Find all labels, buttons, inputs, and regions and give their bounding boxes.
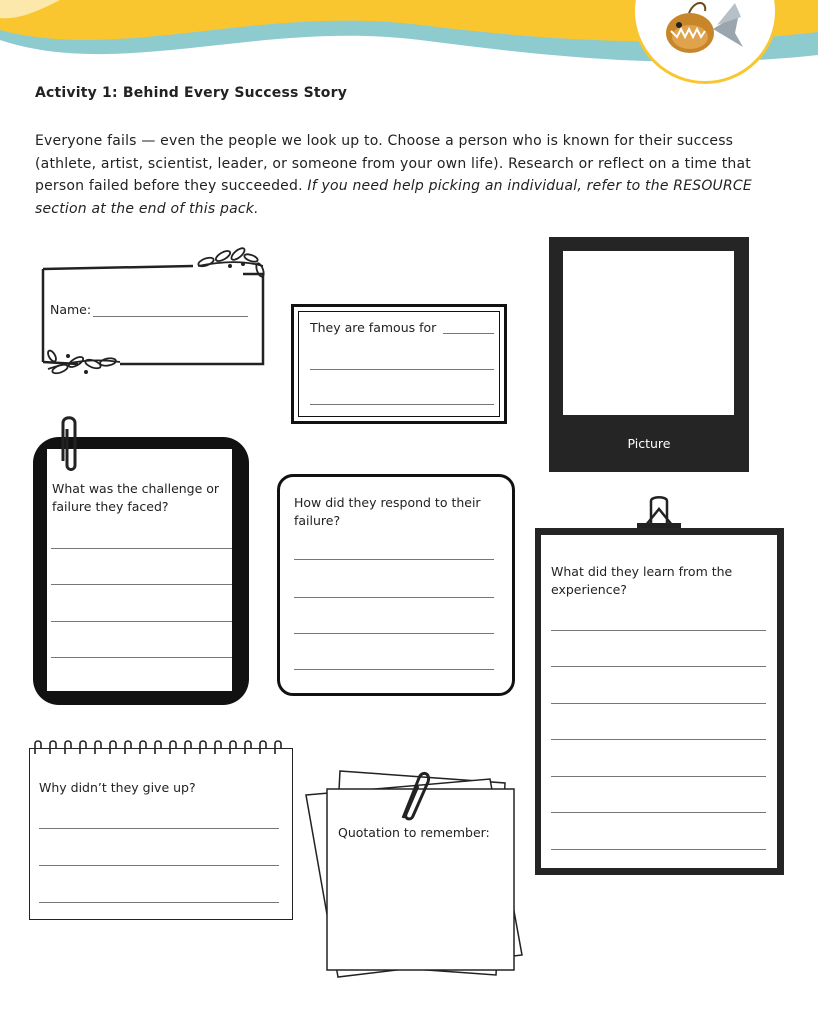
respond-line-4[interactable] — [294, 669, 494, 670]
learn-line-7[interactable] — [551, 849, 766, 850]
activity-intro — [35, 130, 780, 220]
challenge-label: What was the challenge or failure they faced? — [52, 481, 220, 514]
respond-line-1[interactable] — [294, 559, 494, 560]
challenge-line-2[interactable] — [51, 584, 232, 585]
learn-line-6[interactable] — [551, 812, 766, 813]
famous-for-line-2[interactable] — [310, 369, 494, 370]
picture-frame[interactable] — [549, 237, 749, 472]
learn-line-5[interactable] — [551, 776, 766, 777]
giveup-box — [29, 748, 293, 920]
learn-line-1[interactable] — [551, 630, 766, 631]
paperclip-icon — [55, 413, 83, 473]
learn-line-4[interactable] — [551, 739, 766, 740]
paperclip-icon — [393, 768, 433, 823]
giveup-line-1[interactable] — [39, 828, 279, 829]
famous-for-label: They are famous for — [310, 320, 437, 335]
quotation-label: Quotation to remember: — [338, 825, 490, 840]
respond-label: How did they respond to their failure? — [294, 495, 481, 528]
picture-label: Picture — [627, 436, 671, 451]
name-label: Name: — [50, 302, 92, 317]
intro-text: Everyone fails — even the people we look up to. Choose a person who is known for their success (athlete, artist, scientist, leader, or someone from your own life). Research or reflect on a time that person failed before they succeeded. — [35, 133, 751, 194]
challenge-line-1[interactable] — [51, 548, 232, 549]
giveup-label: Why didn’t they give up? — [39, 780, 196, 795]
famous-for-input-line[interactable] — [443, 333, 494, 334]
spiral-binding-icon — [31, 738, 293, 758]
giveup-line-3[interactable] — [39, 902, 279, 903]
challenge-line-4[interactable] — [51, 657, 232, 658]
respond-line-3[interactable] — [294, 633, 494, 634]
activity-title: Activity 1: Behind Every Success Story — [35, 85, 348, 101]
learn-line-2[interactable] — [551, 666, 766, 667]
famous-for-line-3[interactable] — [310, 404, 494, 405]
giveup-line-2[interactable] — [39, 865, 279, 866]
challenge-line-3[interactable] — [51, 621, 232, 622]
learn-line-3[interactable] — [551, 703, 766, 704]
name-input-line[interactable] — [93, 316, 248, 317]
respond-line-2[interactable] — [294, 597, 494, 598]
learn-label: What did they learn from the experience? — [551, 564, 733, 597]
challenge-frame — [33, 437, 249, 705]
intro-italic-text: If you need help picking an individual, refer to the RESOURCE section at the end of this pack. — [35, 178, 752, 217]
picture-area — [563, 251, 734, 415]
